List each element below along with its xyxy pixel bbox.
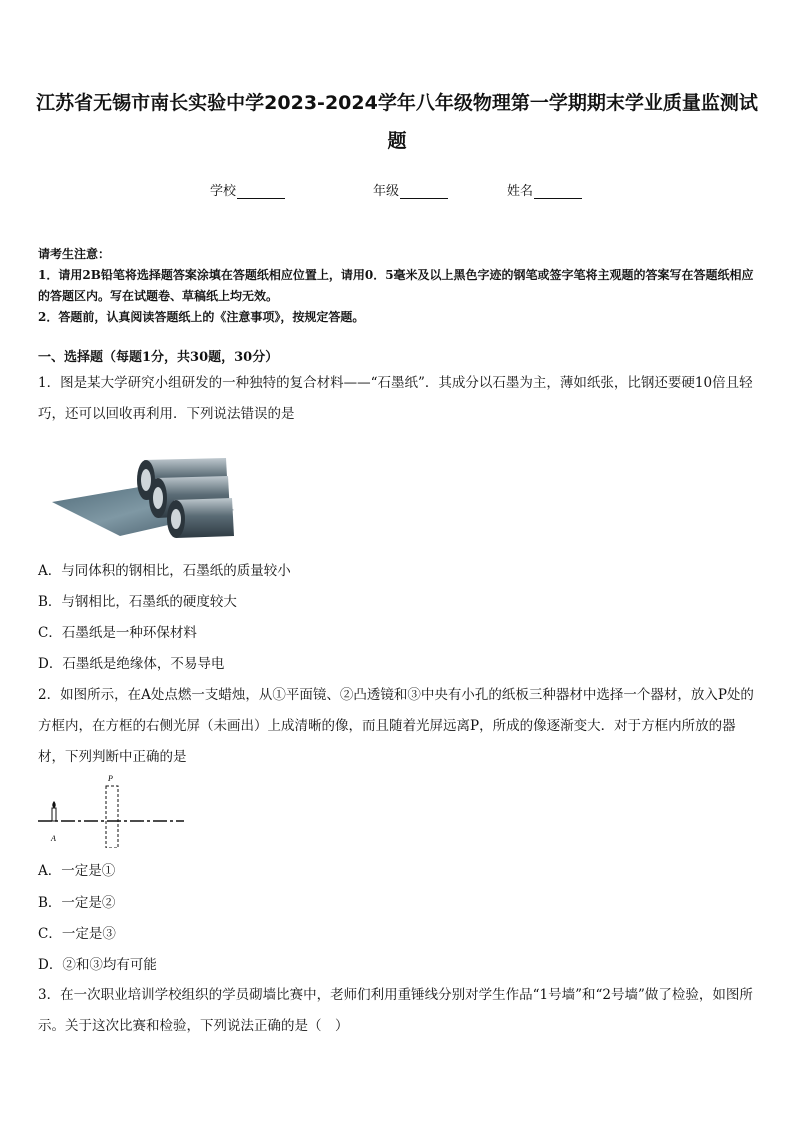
question-1-option-b[interactable]: B．与钢相比，石墨纸的硬度较大 xyxy=(38,594,237,610)
question-2-option-a[interactable]: A．一定是① xyxy=(38,863,116,879)
school-field xyxy=(210,180,285,199)
label-p: P xyxy=(108,774,113,783)
question-1-stem: 1．图是某大学研究小组研发的一种独特的复合材料——“石墨纸”．其成分以石墨为主，薄如纸张，比钢还要硬10倍且轻巧，还可以回收再利用．下列说法错误的是 xyxy=(38,375,753,422)
question-1-option-d[interactable]: D．石墨纸是绝缘体，不易导电 xyxy=(38,656,225,672)
question-1-option-c[interactable]: C．石墨纸是一种环保材料 xyxy=(38,625,197,641)
question-3-text xyxy=(38,980,754,1042)
question-2-option-c[interactable]: C．一定是③ xyxy=(38,926,116,942)
question-2-text xyxy=(38,680,754,773)
grade-label: 年级 xyxy=(373,184,400,199)
question-2-option-d[interactable]: D．②和③均有可能 xyxy=(38,957,157,973)
question-2-stem: 2．如图所示，在A处点燃一支蜡烛，从①平面镜、②凸透镜和③中央有小孔的纸板三种器材中选择一个器材，放入P处的方框内，在方框的右侧光屏（未画出）上成清晰的像，而且随着光屏远离P，所成的像逐渐变大．对于方框内所放的器材，下列判断中正确的是 xyxy=(38,687,754,765)
grade-field xyxy=(373,180,448,199)
exam-title: 江苏省无锡市南长实验中学2023-2024学年八年级物理第一学期期末学业质量监测试题 xyxy=(36,92,758,152)
candle-optics-diagram xyxy=(36,770,186,848)
candle-icon xyxy=(52,808,56,821)
grade-blank[interactable] xyxy=(400,184,448,199)
notice-heading: 请考生注意： xyxy=(38,247,111,261)
exam-notice xyxy=(38,244,758,328)
graphite-paper-rolls-image xyxy=(48,452,234,542)
school-blank[interactable] xyxy=(237,184,285,199)
question-3-stem: 3．在一次职业培训学校组织的学员砌墙比赛中，老师们利用重锤线分别对学生作品“1号墙”和“2号墙”做了检验，如图所示。关于这次比赛和检验，下列说法正确的是（ ） xyxy=(38,987,753,1034)
name-field xyxy=(507,180,582,199)
flame-icon xyxy=(52,801,55,808)
question-1-text xyxy=(38,368,754,430)
notice-item: 1．请用2B铅笔将选择题答案涂填在答题纸相应位置上，请用0．5毫米及以上黑色字迹的钢笔或签字笔将主观题的答案写在答题纸相应的答题区内。写在试题卷、草稿纸上均无效。 xyxy=(38,268,754,303)
name-blank[interactable] xyxy=(534,184,582,199)
student-info-row xyxy=(0,180,794,202)
section-heading: 一、选择题（每题1分，共30题，30分） xyxy=(38,350,279,365)
label-a: A xyxy=(51,834,56,843)
name-label: 姓名 xyxy=(507,184,534,199)
question-2-option-b[interactable]: B．一定是② xyxy=(38,895,116,911)
notice-item: 2．答题前，认真阅读答题纸上的《注意事项》，按规定答题。 xyxy=(38,310,365,324)
question-1-option-a[interactable]: A．与同体积的钢相比，石墨纸的质量较小 xyxy=(38,563,291,579)
school-label: 学校 xyxy=(210,184,237,199)
device-box-p xyxy=(106,786,118,848)
